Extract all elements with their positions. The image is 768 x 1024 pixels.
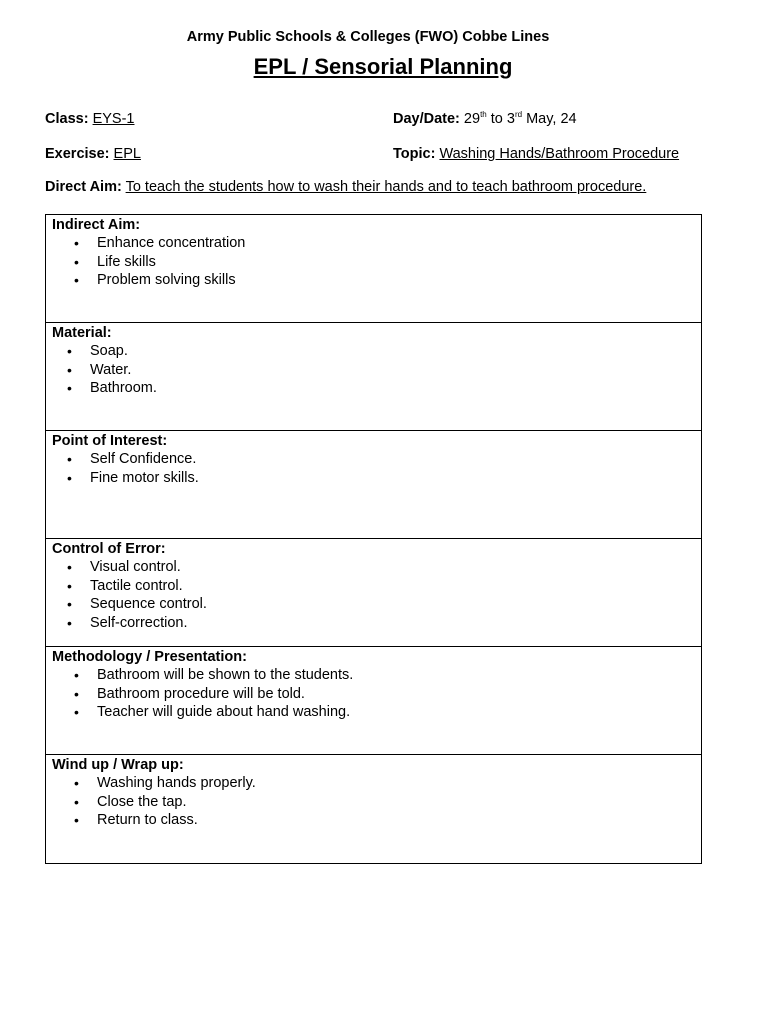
bullet-icon: • (67, 451, 72, 467)
section-control-of-error (46, 539, 701, 647)
bullet-icon: • (74, 235, 79, 251)
list-item: • Soap. (67, 343, 128, 359)
bullet-list (52, 450, 701, 487)
list-item: • Bathroom procedure will be told. (74, 685, 305, 702)
section-point-of-interest (46, 431, 701, 539)
list-item: • Fine motor skills. (67, 469, 199, 486)
bullet-icon: • (67, 469, 72, 486)
section-title: Methodology / Presentation: (52, 649, 247, 665)
bullet-icon: • (67, 380, 72, 396)
plan-table (45, 214, 702, 864)
direct-aim-value: To teach the students how to wash their hands and to teach bathroom procedure. (125, 179, 647, 195)
daydate-label: Day/Date: (393, 111, 460, 127)
section-material (46, 323, 701, 431)
bullet-list (52, 342, 701, 398)
bullet-list (52, 234, 701, 290)
daydate-mid: to 3 (486, 111, 515, 127)
list-item: • Self-correction. (67, 614, 188, 631)
bullet-icon: • (67, 559, 72, 575)
bullet-icon: • (74, 253, 79, 270)
list-item: • Return to class. (74, 812, 198, 828)
list-item: • Enhance concentration (74, 235, 246, 251)
bullet-icon: • (67, 614, 72, 631)
daydate-sup1: th (480, 110, 487, 119)
bullet-icon: • (74, 812, 79, 828)
list-item: • Life skills (74, 253, 156, 270)
bullet-icon: • (74, 272, 79, 288)
list-item: • Bathroom will be shown to the students. (74, 667, 354, 683)
section-title: Point of Interest: (52, 433, 168, 449)
daydate-end: May, 24 (522, 111, 577, 127)
bullet-list (52, 666, 701, 722)
list-item: • Washing hands properly. (74, 775, 256, 791)
daydate-value (464, 111, 577, 127)
bullet-icon: • (74, 685, 79, 702)
class-value: EYS-1 (92, 111, 135, 127)
exercise-label: Exercise: (45, 146, 110, 162)
class-field (45, 111, 134, 127)
list-item: • Visual control. (67, 559, 181, 575)
section-title: Control of Error: (52, 541, 166, 557)
section-indirect-aim (46, 215, 701, 323)
section-wind-up (46, 755, 701, 863)
bullet-icon: • (74, 704, 79, 720)
list-item: • Problem solving skills (74, 272, 236, 288)
daydate-field (393, 111, 577, 127)
section-methodology (46, 647, 701, 755)
bullet-icon: • (67, 361, 72, 378)
section-title: Indirect Aim: (52, 217, 141, 233)
section-title: Wind up / Wrap up: (52, 757, 184, 773)
list-item: • Sequence control. (67, 596, 207, 612)
list-item: • Close the tap. (74, 793, 187, 810)
bullet-list (52, 774, 701, 830)
bullet-icon: • (67, 577, 72, 594)
bullet-list (52, 558, 701, 632)
list-item: • Tactile control. (67, 577, 183, 594)
daydate-day1: 29 (463, 111, 481, 127)
page-title: EPL / Sensorial Planning (253, 54, 513, 79)
list-item: • Bathroom. (67, 380, 157, 396)
class-label: Class: (45, 111, 89, 127)
list-item: • Teacher will guide about hand washing. (74, 704, 351, 720)
section-title: Material: (52, 325, 112, 341)
topic-label: Topic: (393, 146, 436, 162)
bullet-icon: • (67, 343, 72, 359)
bullet-icon: • (67, 596, 72, 612)
topic-value: Washing Hands/Bathroom Procedure (439, 146, 680, 162)
topic-field (393, 146, 679, 162)
bullet-icon: • (74, 793, 79, 810)
list-item: • Water. (67, 361, 132, 378)
bullet-icon: • (74, 667, 79, 683)
exercise-field (45, 146, 141, 162)
school-name: Army Public Schools & Colleges (FWO) Cobbe Lines (186, 29, 550, 45)
exercise-value: EPL (113, 146, 141, 162)
list-item: • Self Confidence. (67, 451, 197, 467)
daydate-sup2: rd (514, 110, 523, 119)
direct-aim-field (45, 179, 646, 195)
direct-aim-label: Direct Aim: (45, 179, 122, 195)
bullet-icon: • (74, 775, 79, 791)
